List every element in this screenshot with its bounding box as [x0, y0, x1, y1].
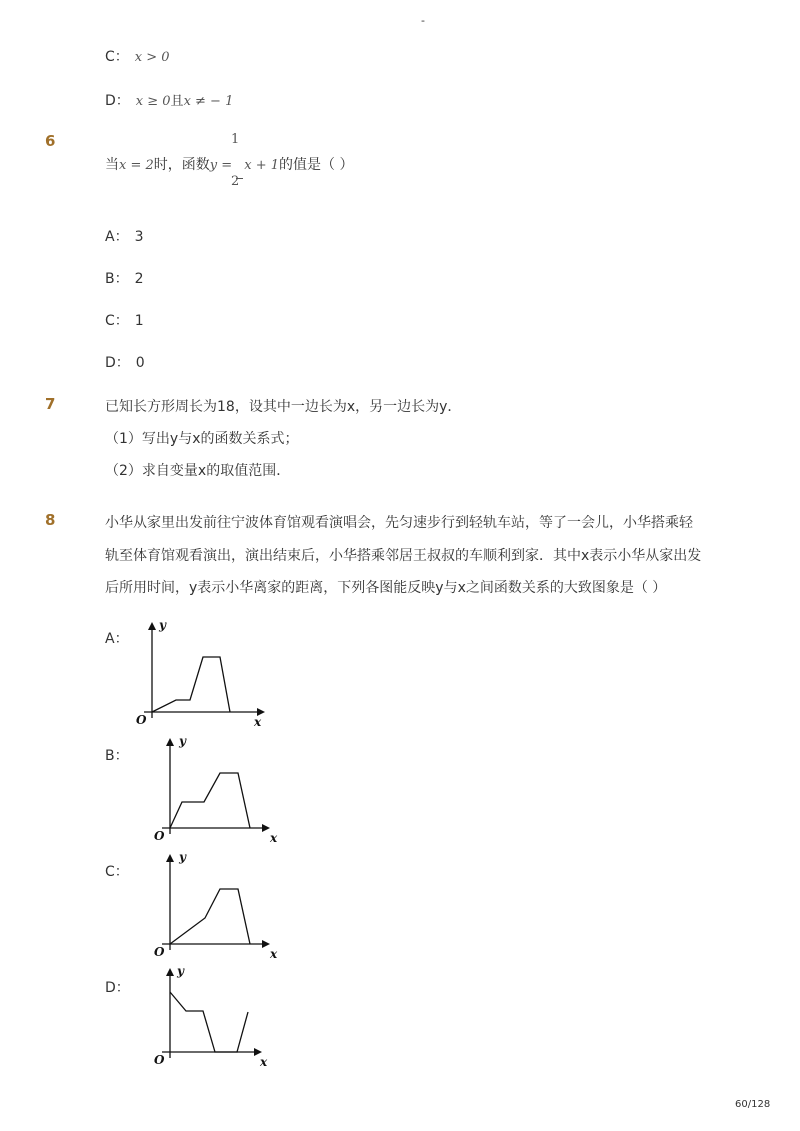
q7-line-1: 已知长方形周长为18，设其中一边长为x，另一边长为y． [105, 399, 462, 415]
q8-graph-b [150, 734, 300, 844]
option-label: B： [105, 271, 129, 287]
q8-graph-a [132, 618, 282, 728]
q6-text-c: 的值是（ ） [279, 157, 354, 173]
axis-label-origin: O [154, 945, 165, 959]
header-mark: - [421, 14, 425, 27]
option-text: 且 [170, 94, 184, 109]
q8-option-b-label: B： [105, 748, 129, 764]
graph-curve [152, 657, 230, 712]
fraction-denominator: 2 [231, 174, 240, 189]
option-math: x ≠ − 1 [183, 94, 234, 109]
q6-math-rest: x + 1 [244, 158, 280, 173]
axis-label-origin: O [136, 713, 147, 727]
graph-curve [170, 889, 250, 944]
q6-math-x: x = 2 [119, 158, 154, 173]
q6-option-b [105, 268, 144, 288]
x-axis-arrow [262, 824, 270, 832]
q8-graph-c [150, 850, 300, 960]
y-axis-arrow [148, 622, 156, 630]
option-value: 3 [134, 229, 144, 245]
y-axis-arrow [166, 854, 174, 862]
graph-curve [170, 773, 250, 828]
option-label: C： [105, 49, 129, 65]
q8-option-c-label: C： [105, 864, 129, 880]
option-math: x ≥ 0 [135, 94, 171, 109]
question-number: 6 [45, 132, 56, 150]
q6-text-b: 时，函数 [153, 157, 210, 173]
axis-label-x: x [260, 1055, 268, 1069]
question-number: 7 [45, 395, 56, 413]
q7-line-3: （2）求自变量x的取值范围． [105, 463, 291, 479]
prev-option-d [105, 90, 233, 110]
axis-label-origin: O [154, 829, 165, 843]
graph-curve [170, 992, 248, 1052]
axis-label-y: y [159, 618, 166, 632]
q8-line-1: 小华从家里出发前往宁波体育馆观看演唱会，先匀速步行到轻轨车站，等了一会儿，小华搭乘轻 [105, 515, 693, 531]
axis-label-y: y [179, 734, 186, 748]
axis-label-x: x [254, 715, 262, 728]
y-axis-arrow [166, 968, 174, 976]
axis-label-x: x [270, 831, 278, 844]
option-value: 1 [134, 313, 144, 329]
question-number: 8 [45, 511, 56, 529]
page-number: 60/128 [735, 1099, 771, 1110]
fraction-numerator: 1 [231, 132, 240, 147]
q6-option-c [105, 310, 144, 330]
option-value: 0 [135, 355, 145, 371]
q8-option-a-label: A： [105, 631, 129, 647]
q7-line-2: （1）写出y与x的函数关系式； [105, 431, 299, 447]
axis-label-y: y [177, 964, 184, 978]
q6-text-a: 当 [105, 157, 119, 173]
q6-option-d [105, 352, 145, 372]
option-label: C： [105, 313, 129, 329]
q6-stem [105, 154, 354, 174]
option-label: D： [105, 93, 130, 109]
option-label: D： [105, 355, 130, 371]
option-label: A： [105, 229, 129, 245]
q8-line-3: 后所用时间，y表示小华离家的距离，下列各图能反映y与x之间函数关系的大致图象是（ ） [105, 580, 667, 596]
q8-graph-d [150, 962, 300, 1072]
q8-option-d-label: D： [105, 980, 130, 996]
option-math: x > 0 [134, 50, 170, 65]
q6-option-a [105, 226, 144, 246]
y-axis-arrow [166, 738, 174, 746]
prev-option-c [105, 46, 170, 66]
option-value: 2 [134, 271, 144, 287]
x-axis-arrow [262, 940, 270, 948]
axis-label-x: x [270, 947, 278, 960]
axis-label-y: y [179, 850, 186, 864]
axis-label-origin: O [154, 1053, 165, 1067]
q6-math-y: y = [209, 158, 237, 173]
q8-line-2: 轨至体育馆观看演出，演出结束后，小华搭乘邻居王叔叔的车顺利到家．其中x表示小华从家出发 [105, 548, 702, 564]
